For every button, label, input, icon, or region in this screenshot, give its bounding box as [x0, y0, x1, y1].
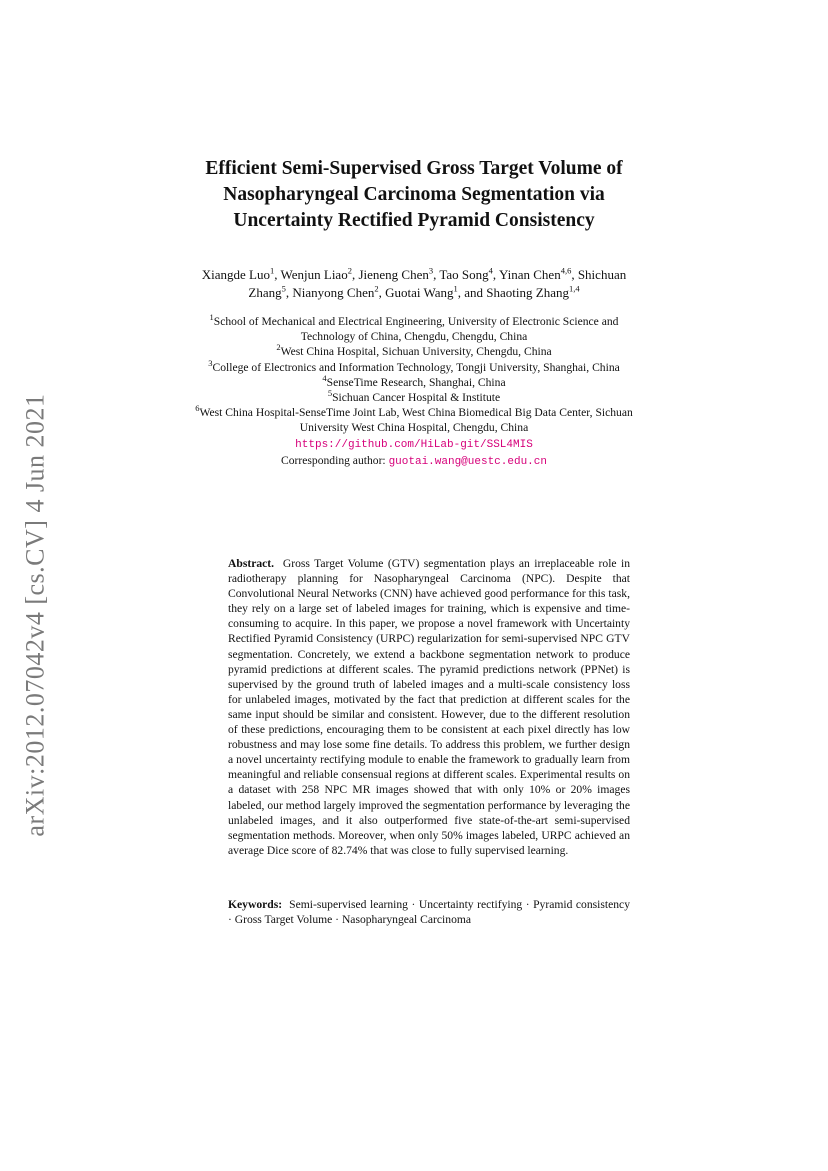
author-line-2: Zhang$^5$, Nianyong Chen$^2$, Guotai Wang$^1$, and Shaoting Zhang$^{1,4}$: [248, 283, 580, 300]
author-affiliation-marker: 2: [374, 283, 379, 294]
corresponding-author-line: [150, 453, 678, 470]
affiliation-number: 6: [195, 403, 200, 414]
author-affiliation-marker: 1: [453, 283, 458, 294]
affiliation-text: West China Hospital-SenseTime Joint Lab, West China Biomedical Big Data Center, Sichuan: [199, 406, 633, 420]
author-name-part: Zhang: [248, 285, 282, 300]
keywords-label: Keywords:: [228, 898, 283, 911]
author-affiliation-marker: 3: [428, 265, 434, 276]
author-line-1: Xiangde Luo$^1$, Wenjun Liao$^2$, Jieneng Chen$^3$, Tao Song$^4$, Yinan Chen$^{4,6}$, Shichuan: [201, 265, 627, 282]
affiliation-number: 1: [209, 312, 214, 323]
affiliation-item: [150, 344, 678, 359]
github-link[interactable]: https://github.com/HiLab-git/SSL4MIS: [295, 438, 533, 451]
affiliation-item: [150, 372, 678, 390]
paper-title: [150, 156, 678, 234]
title-line: Uncertainty Rectified Pyramid Consistency: [233, 210, 595, 231]
author-name: Tao Song: [439, 267, 489, 282]
author-name: Yinan Chen: [498, 267, 561, 282]
arxiv-identifier-stamp: [14, 380, 58, 850]
author-name: Jieneng Chen: [358, 267, 429, 282]
affiliation-item: [150, 357, 678, 375]
affiliation-text: SenseTime Research, Shanghai, China: [326, 375, 506, 389]
github-link-line: [150, 436, 678, 453]
title-line: Nasopharyngeal Carcinoma Segmentation via: [223, 184, 605, 205]
abstract-label: Abstract.: [228, 557, 275, 570]
affiliation-text: Technology of China, Chengdu, Chengdu, China: [300, 330, 528, 344]
affiliation-number: 2: [276, 342, 281, 353]
affiliation-item: [150, 390, 678, 405]
affiliation-text: West China Hospital, Sichuan University, Chengdu, China: [280, 345, 552, 359]
affiliation-number: 3: [208, 357, 213, 368]
affiliation-item: [150, 314, 678, 329]
keywords-text: Semi-supervised learning · Uncertainty rectifying · Pyramid consistency · Gross Target Volume · Nasopharyngeal Carcinoma: [228, 898, 631, 927]
corresponding-email-link[interactable]: guotai.wang@uestc.edu.cn: [388, 455, 547, 468]
affiliation-item: [150, 329, 678, 344]
affiliation-text: College of Electronics and Information Technology, Tongji University, Shanghai, China: [212, 360, 620, 374]
affiliation-text: University West China Hospital, Chengdu, China: [299, 421, 529, 435]
affiliation-item: [150, 420, 678, 435]
author-name: Shaoting Zhang: [486, 285, 569, 300]
affiliation-number: 5: [327, 388, 333, 399]
author-affiliation-marker: 5: [281, 283, 286, 294]
author-list: [150, 266, 678, 302]
abstract-text: Gross Target Volume (GTV) segmentation plays an irreplaceable role in radiotherapy planning for Nasopharyngeal Carcinoma (NPC). Despite that Convolutional Neural Networks (CNN) have achieved good performance for this task, they rely on a large set of labeled images for training, which is expensive and time-consuming to acquire. In this paper, we propose a novel framework with Uncertainty Rectified Pyramid Consistency (URPC) regularization for semi-supervised NPC GTV segmentation. Concretely, we extend a backbone segmentation network to produce pyramid predictions at different scales. The pyramid predictions network (PPNet) is supervised by the ground truth of labeled images and a multi-scale consistency loss for unlabeled images, motivated by the fact that prediction at different scales for the same input should be similar and consistent. However, due to the different resolution of these predictions, encouraging them to be consistent at each pixel directly has low robustness and may lose some fine details. To address this problem, we further design a novel uncertainty rectifying module to enable the framework to gradually learn from meaningful and reliable consensual regions at different scales. Experimental results on a dataset with 258 NPC MR images showed that with only 10% or 20% images labeled, our method largely improved the segmentation performance by leveraging the unlabeled images, and it also outperformed five state-of-the-art semi-supervised segmentation methods. Moreover, when only 50% images labeled, URPC achieved an average Dice score of 82.74% that was close to fully supervised learning.: [228, 557, 630, 857]
author-affiliation-marker: 2: [347, 265, 352, 276]
arxiv-id-text: arXiv:2012.07042v4 [cs.CV] 4 Jun 2021: [21, 393, 51, 837]
affiliation-item: [150, 405, 678, 420]
author-name: Guotai Wang: [385, 285, 454, 300]
author-name: Xiangde Luo: [201, 267, 270, 282]
author-name: Nianyong Chen: [292, 285, 375, 300]
author-affiliation-marker: 4: [488, 265, 493, 276]
affiliation-list: [150, 314, 678, 470]
author-affiliation-marker: 4,6: [560, 265, 572, 276]
author-affiliation-marker: 1: [270, 265, 275, 276]
keywords: [228, 897, 630, 927]
affiliation-text: School of Mechanical and Electrical Engineering, University of Electronic Science and: [213, 315, 619, 328]
abstract: [228, 556, 630, 858]
author-name: Wenjun Liao: [280, 267, 348, 282]
corresponding-label: Corresponding author:: [281, 453, 386, 467]
author-name-part: Shichuan: [577, 267, 627, 282]
title-line: Efficient Semi-Supervised Gross Target Volume of: [205, 158, 623, 179]
affiliation-text: Sichuan Cancer Hospital & Institute: [332, 391, 501, 405]
author-affiliation-marker: 1,4: [568, 283, 580, 294]
affiliation-number: 4: [322, 372, 327, 383]
